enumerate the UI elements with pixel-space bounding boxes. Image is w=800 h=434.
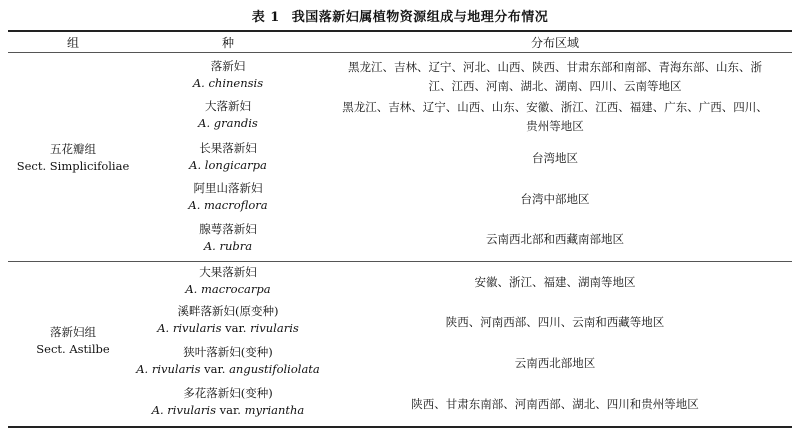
species-la: A. macroflora bbox=[188, 198, 268, 212]
species-row bbox=[118, 385, 338, 419]
species-la: A. grandis bbox=[198, 116, 258, 130]
header-species: 种 bbox=[221, 36, 234, 50]
species-row bbox=[138, 221, 318, 255]
species-cn: 腺萼落新妇 bbox=[199, 222, 257, 236]
distribution-cell: 安徽、浙江、福建、湖南等地区 bbox=[474, 275, 636, 289]
header-group: 组 bbox=[66, 36, 79, 50]
species-la: A. rubra bbox=[203, 239, 253, 253]
top-rule bbox=[8, 30, 792, 32]
species-row bbox=[138, 264, 318, 298]
table-title bbox=[0, 6, 800, 25]
species-row bbox=[118, 303, 338, 337]
species-cn: 大落新妇 bbox=[205, 99, 251, 113]
distribution-cell: 云南西北部地区 bbox=[514, 356, 596, 370]
header-rule bbox=[8, 52, 792, 53]
bottom-rule bbox=[8, 426, 792, 428]
group-2-name-la: Sect. Astilbe bbox=[36, 342, 110, 356]
distribution-cell: 台湾中部地区 bbox=[520, 192, 590, 206]
table-caption: 我国落新妇属植物资源组成与地理分布情况 bbox=[291, 10, 549, 25]
distribution-cell: 黑龙江、吉林、辽宁、河北、山西、陕西、甘肃东部和南部、青海东部、山东、浙江、江西、河南、湖北、湖南、四川、云南等地区 bbox=[348, 60, 762, 93]
species-row bbox=[118, 344, 338, 378]
group-1-name-la: Sect. Simplicifoliae bbox=[16, 159, 130, 173]
species-cn: 阿里山落新妇 bbox=[193, 181, 263, 195]
distribution-cell: 陕西、河南西部、四川、云南和西藏等地区 bbox=[445, 315, 665, 329]
species-cn: 大果落新妇 bbox=[199, 265, 257, 279]
distribution-cell: 云南西北部和西藏南部地区 bbox=[486, 232, 624, 246]
species-la: A. rivularis var. angustifoliolata bbox=[136, 362, 320, 376]
table-number: 表 1 bbox=[251, 10, 280, 25]
species-row bbox=[138, 98, 318, 132]
species-la: A. rivularis var. myriantha bbox=[151, 403, 305, 417]
group-1-name-cn: 五花瓣组 bbox=[50, 142, 96, 156]
distribution-cell: 陕西、甘肃东南部、河南西部、湖北、四川和贵州等地区 bbox=[411, 397, 699, 411]
group-2-name-cn: 落新妇组 bbox=[50, 325, 96, 339]
group-divider bbox=[8, 261, 792, 262]
species-row bbox=[138, 140, 318, 174]
species-la: A. longicarpa bbox=[189, 158, 267, 172]
group-1-label bbox=[8, 141, 138, 175]
distribution-cell: 台湾地区 bbox=[532, 151, 578, 165]
distribution-cell: 黑龙江、吉林、辽宁、山西、山东、安徽、浙江、江西、福建、广东、广西、四川、贵州等地区 bbox=[342, 100, 768, 133]
species-la: A. chinensis bbox=[192, 76, 264, 90]
species-cn: 溪畔落新妇(原变种) bbox=[177, 304, 279, 318]
species-la: A. rivularis var. rivularis bbox=[157, 321, 299, 335]
species-la: A. macrocarpa bbox=[185, 282, 271, 296]
species-cn: 长果落新妇 bbox=[199, 141, 257, 155]
species-row bbox=[138, 58, 318, 92]
species-cn: 落新妇 bbox=[210, 59, 246, 73]
species-cn: 多花落新妇(变种) bbox=[183, 386, 273, 400]
species-cn: 狭叶落新妇(变种) bbox=[183, 345, 273, 359]
header-distribution: 分布区域 bbox=[530, 36, 579, 50]
species-row bbox=[138, 180, 318, 214]
